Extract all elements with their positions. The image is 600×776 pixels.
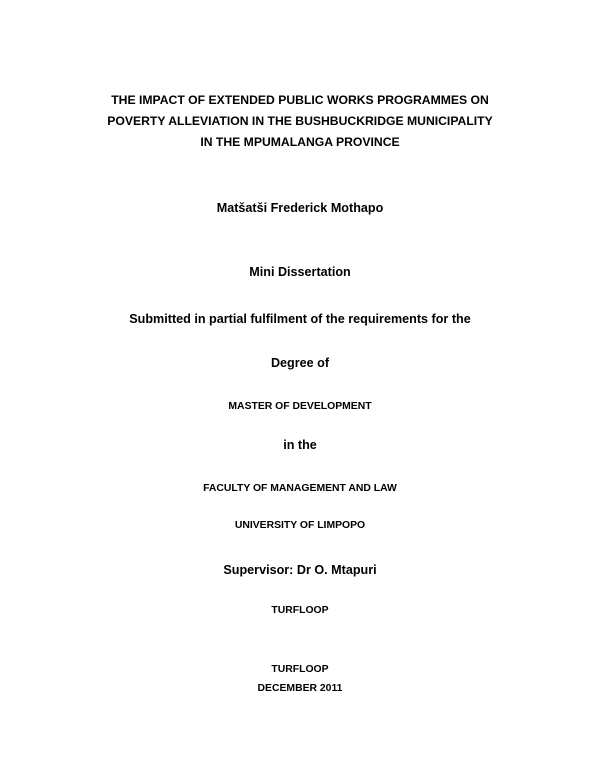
university-name: UNIVERSITY OF LIMPOPO [234,520,366,531]
title-line-1: THE IMPACT OF EXTENDED PUBLIC WORKS PROGRAMMES ON [111,93,489,107]
degree-label: Degree of [270,356,330,370]
supervisor-line: Supervisor: Dr O. Mtapuri [223,563,377,577]
document-type: Mini Dissertation [249,265,351,279]
place-name: TURFLOOP [271,664,329,675]
submission-date: DECEMBER 2011 [257,683,343,694]
dissertation-title [0,90,600,153]
submission-statement: Submitted in partial fulfilment of the requirements for the [129,312,471,326]
degree-name: MASTER OF DEVELOPMENT [228,401,372,412]
title-line-3: IN THE MPUMALANGA PROVINCE [200,135,400,149]
in-the-label: in the [283,438,317,452]
author-name: Matšatši Frederick Mothapo [216,201,384,215]
campus-name: TURFLOOP [271,605,329,616]
faculty-name: FACULTY OF MANAGEMENT AND LAW [203,483,397,494]
title-line-2: POVERTY ALLEVIATION IN THE BUSHBUCKRIDGE MUNICIPALITY [107,114,493,128]
